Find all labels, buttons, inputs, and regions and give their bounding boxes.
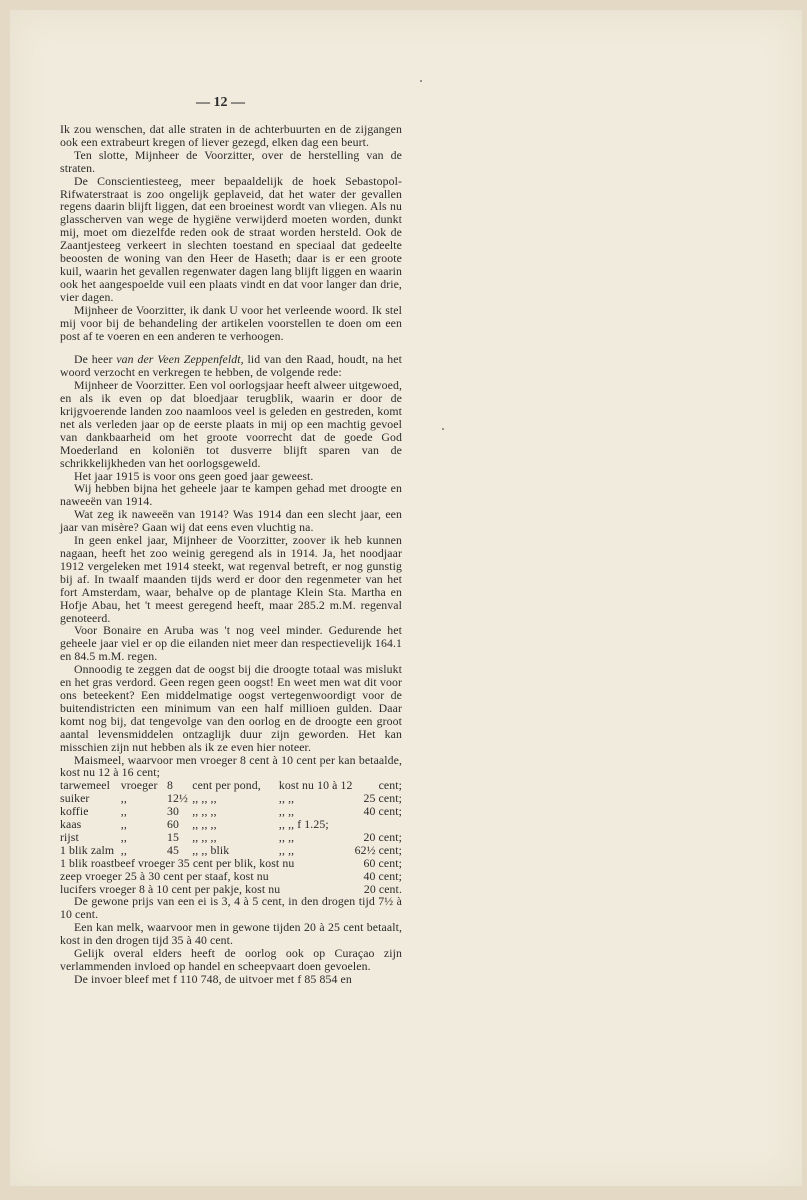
paragraph: Ten slotte, Mijnheer de Voorzitter, over de herstelling van de straten. (60, 147, 402, 175)
speaker-prefix: De heer (74, 352, 117, 367)
price-value: 25 cent; (363, 791, 402, 806)
section-closing (60, 895, 402, 985)
paragraph: Wij hebben bijna het geheele jaar te kampen gehad met droogte en naweeën van 1914. (60, 481, 402, 509)
price-cell: ,, (120, 791, 127, 806)
price-line-text: zeep vroeger 25 à 30 cent per staaf, kost nu (60, 868, 269, 883)
price-cell: 15 (167, 829, 180, 844)
price-item: tarwemeel (60, 778, 111, 793)
price-cell: ,, ,, (278, 791, 295, 806)
price-cell: ,, (120, 829, 127, 844)
price-item: rijst (60, 829, 79, 844)
price-cell: kost nu 10 à 12 (278, 778, 353, 793)
price-cell: 8 (167, 778, 174, 793)
section-speech (60, 379, 402, 779)
price-cell: ,, (120, 804, 127, 819)
section-street-repairs (60, 123, 402, 342)
price-line-value: 60 cent; (363, 855, 402, 870)
price-row (60, 844, 402, 857)
price-value: cent; (378, 778, 402, 793)
page-number: — 12 — (196, 95, 245, 110)
price-cell: ,, ,, (278, 842, 295, 857)
body-text (60, 123, 402, 986)
speaker-suffix: lid van den Raad, houdt, na het woord verzocht en verkregen te hebben, de volgende rede: (60, 352, 402, 380)
price-value: 40 cent; (363, 804, 402, 819)
price-row (60, 831, 402, 844)
paragraph: Mijnheer de Voorzitter, ik dank U voor het verleende woord. Ik stel mij voor bij de behandeling der artikelen voorstellen te doen om een post af te voeren en een anderen te verhoogen. (60, 302, 402, 343)
price-item: koffie (60, 804, 89, 819)
paragraph: Onnoodig te zeggen dat de oogst bij die droogte totaal was mislukt en het gras verdord. Geen regen geen oogst! En weet men wat dit voor ons beteekent? Een middelmatige oogst vertegenwoordigt voor de buitendistricten een minimum van een half millioen gulden. Daar komt nog bij, dat tengevolge van den oorlog en de droogte een groot aantal levensmiddelen ontzaglijk duur zijn geworden. Het kan misschien zijn nut hebben als ik ze even hier noteer. (60, 662, 402, 754)
price-cell: 60 (167, 817, 180, 832)
paragraph: Voor Bonaire en Aruba was 't nog veel minder. Gedurende het geheele jaar viel er op die eilanden niet meer dan respectievelijk 164.1 en 84.5 m.M. regen. (60, 623, 402, 664)
price-value: 62½ cent; (354, 842, 402, 857)
price-line-value: 20 cent. (363, 881, 402, 896)
paragraph: Een kan melk, waarvoor men in gewone tijden 20 à 25 cent betaalt, kost in den drogen tijd 35 à 40 cent. (60, 920, 402, 948)
speaker-name: van der Veen Zeppenfeldt, (116, 352, 244, 367)
price-cell: ,, (120, 817, 127, 832)
price-cell: ,, ,, ,, (192, 791, 217, 806)
price-cell: ,, ,, f 1.25; (278, 817, 329, 832)
price-item: 1 blik zalm (60, 842, 115, 857)
price-value (355, 818, 402, 831)
price-cell: ,, ,, ,, (192, 817, 217, 832)
price-cell: 45 (167, 842, 180, 857)
price-cell: ,, (120, 842, 127, 857)
paragraph: Mijnheer de Voorzitter. Een vol oorlogsjaar heeft alweer uitgewoed, en als ik even op dat bloedjaar terugblik, waarin er door de krijgvoerende landen zoo naamloos veel is geleden en gestreden, komt net als verleden jaar op de eerste plaats in mij op een machtig gevoel van dankbaarheid om het groote voorrecht dat de goede God Moederland en koloniën tot dusverre blijft sparen van de schrikkelijkheden van het oorlogsgeweld. (60, 378, 402, 470)
paragraph: Maismeel, waarvoor men vroeger 8 cent à 10 cent per kan betaalde, kost nu 12 à 16 cent; (60, 752, 402, 780)
paragraph: De invoer bleef met f 110 748, de uitvoer met f 85 854 en (74, 971, 352, 986)
price-item: kaas (60, 817, 82, 832)
paragraph: Gelijk overal elders heeft de oorlog ook op Curaçao zijn verlammenden invloed op handel en scheepvaart doen gevoelen. (60, 946, 402, 973)
paragraph: De Conscientiesteeg, meer bepaaldelijk de hoek Sebastopol-Rifwaterstraat is zoo ongelijk geplaveid, dat het water der gevallen regens daarin blijft liggen, dat een broeinest wordt van vliegen. Als nu glasscherven van wege de hygiëne verwijderd moeten worden, dunkt mij, moet om diezelfde reden ook de straat worden hersteld. Ook de Zaantjesteeg verkeert in slechten toestand en speciaal dat gedeelte beoosten de woning van den Heer de Haseth; daar is er een groote kuil, waarin het gevallen regenwater dagen lang blijft liggen en waarin ook het aangespoelde vuil een plaats vindt en dat voor langer dan drie, vier dagen. (60, 173, 402, 304)
price-cell: cent per pond, (192, 778, 261, 793)
price-row (60, 805, 402, 818)
price-line-value: 40 cent; (363, 868, 402, 883)
price-row (60, 792, 402, 805)
price-line-text: 1 blik roastbeef vroeger 35 cent per blik, kost nu (60, 855, 295, 870)
paragraph: Ik zou wenschen, dat alle straten in de achterbuurten en de zijgangen ook een extrabeurt kregen of liever gezegd, elken dag een beurt. (60, 122, 402, 149)
paragraph: Het jaar 1915 is voor ons geen goed jaar geweest. (74, 468, 314, 483)
price-row (60, 779, 402, 792)
price-item: suiker (60, 791, 90, 806)
paper-speck (420, 80, 422, 82)
price-value: 20 cent; (363, 829, 402, 844)
paragraph: In geen enkel jaar, Mijnheer de Voorzitter, zoover ik heb kunnen nagaan, heeft het zoo weinig geregend als in 1914. Ja, het noodjaar 1912 vergeleken met 1914 steekt, wat regenval betreft, er nog gunstig bij af. In twaalf maanden tijds werd er door den regenmeter van het fort Amsterdam, waar, behalve op de plantage Klein Sta. Martha en Hofje Abau, het 't meest geregend heeft, maar 285.2 m.M. regenval genoteerd. (60, 533, 402, 625)
price-cell: ,, ,, (278, 829, 295, 844)
price-cell: ,, ,, ,, (192, 804, 217, 819)
price-line (60, 870, 402, 883)
price-cell: vroeger (120, 778, 158, 793)
price-row (60, 818, 402, 831)
price-line-text: lucifers vroeger 8 à 10 cent per pakje, kost nu (60, 881, 281, 896)
price-cell: ,, ,, (278, 804, 295, 819)
price-cell: 30 (167, 804, 180, 819)
speaker-intro (60, 353, 402, 379)
paragraph: Wat zeg ik naweeën van 1914? Was 1914 dan een slecht jaar, een jaar van misère? Gaan wij dat eens even vluchtig na. (60, 507, 402, 535)
paragraph: De gewone prijs van een ei is 3, 4 à 5 cent, in den drogen tijd 7½ à 10 cent. (60, 894, 402, 922)
paper-speck (442, 428, 444, 430)
price-lines (60, 857, 402, 896)
price-cell: ,, ,, ,, (192, 829, 217, 844)
price-cell: ,, ,, blik (192, 842, 230, 857)
price-cell: 12½ (167, 791, 188, 806)
price-line (60, 857, 402, 870)
price-table (60, 779, 402, 856)
